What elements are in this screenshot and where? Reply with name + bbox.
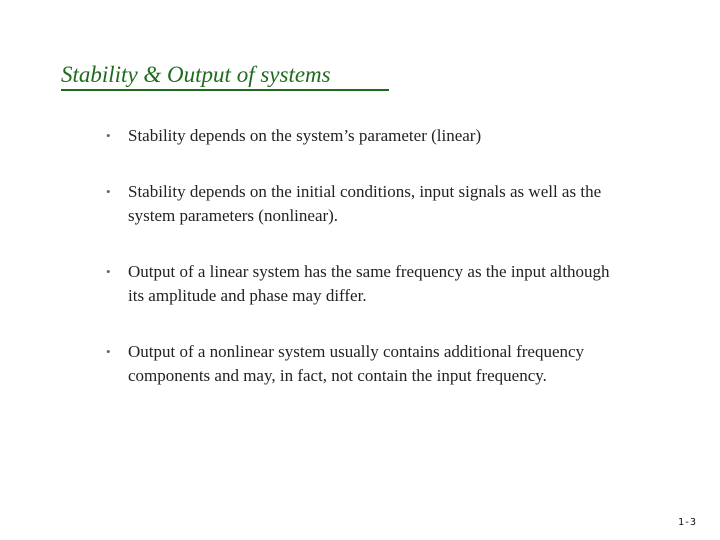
bullet-dot-icon: • bbox=[106, 344, 111, 359]
bullet-dot-icon: • bbox=[106, 264, 111, 279]
title-underline bbox=[61, 89, 389, 91]
bullet-text-1: Stability depends on the system’s parameter (linear) bbox=[128, 126, 482, 145]
page-number: 1-3 bbox=[677, 517, 696, 528]
bullet-text-3: Output of a linear system has the same frequency as the input although its amplitude and phase may differ. bbox=[128, 262, 610, 305]
bullet-text-4: Output of a nonlinear system usually contains additional frequency components and may, in fact, not contain the input frequency. bbox=[128, 342, 585, 385]
bullet-dot-icon: • bbox=[106, 184, 111, 199]
bullet-text-2: Stability depends on the initial conditions, input signals as well as the system parameters (nonlinear). bbox=[128, 182, 602, 225]
bullet-item-4 bbox=[106, 340, 626, 388]
bullet-list bbox=[106, 124, 626, 388]
slide-title: Stability & Output of systems bbox=[61, 62, 331, 87]
bullet-item-1 bbox=[106, 124, 626, 148]
bullet-dot-icon: • bbox=[106, 128, 111, 143]
bullet-item-3 bbox=[106, 260, 626, 308]
bullet-item-2 bbox=[106, 180, 626, 228]
